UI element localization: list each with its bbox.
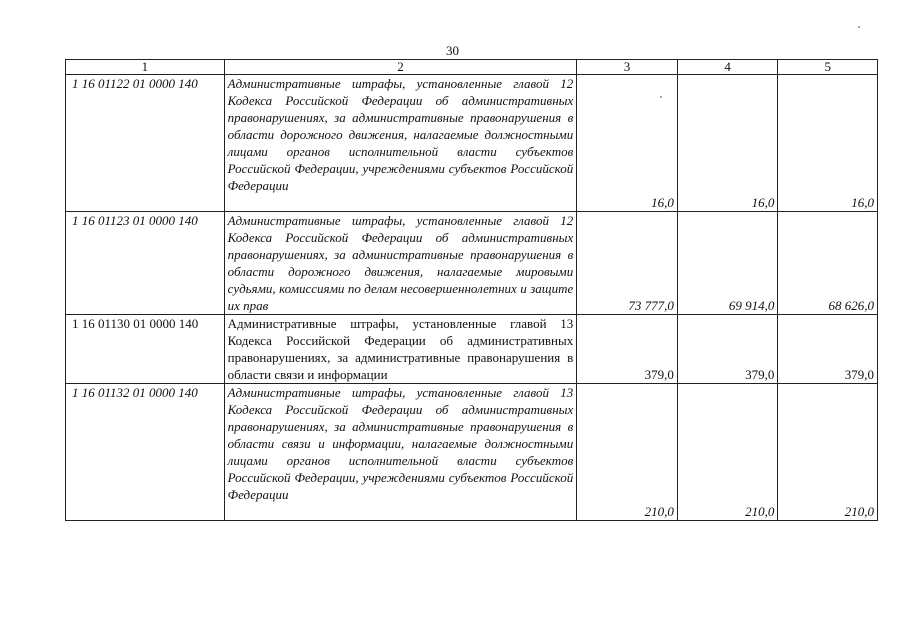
row-value-4: 210,0: [677, 384, 778, 521]
scan-speck: [660, 96, 662, 98]
row-description: Административные штрафы, установленные главой 12 Кодекса Российской Федерации об административных правонарушениях, за административные правонарушения в области дорожного движения, налагаемые должностными лицами органов исполнительной власти субъектов Российской Федерации, учреждениями субъектов Российской Федерации: [224, 75, 577, 212]
table-row: [66, 315, 878, 384]
page-number: 30: [446, 43, 459, 58]
row-value-5: 210,0: [778, 384, 878, 521]
row-code: 1 16 01123 01 0000 140: [66, 212, 225, 315]
row-value-5: 68 626,0: [778, 212, 878, 315]
table-row: [66, 75, 878, 212]
row-value-5: 16,0: [778, 75, 878, 212]
row-value-4: 69 914,0: [677, 212, 778, 315]
table-row: [66, 384, 878, 521]
column-header-3: 3: [577, 60, 678, 75]
row-value-4: 379,0: [677, 315, 778, 384]
row-code: 1 16 01132 01 0000 140: [66, 384, 225, 521]
row-description: Административные штрафы, установленные главой 13 Кодекса Российской Федерации об административных правонарушениях, за административные правонарушения в области связи и информации, налагаемые должностными лицами органов исполнительной власти субъектов Российской Федерации, учреждениями субъектов Российской Федерации: [224, 384, 577, 521]
revenue-table: [65, 59, 878, 521]
column-header-4: 4: [677, 60, 778, 75]
row-value-3: 379,0: [577, 315, 678, 384]
row-value-3: 210,0: [577, 384, 678, 521]
row-value-5: 379,0: [778, 315, 878, 384]
scan-speck: [858, 26, 860, 28]
column-header-1: 1: [66, 60, 225, 75]
row-value-3: 16,0: [577, 75, 678, 212]
row-code: 1 16 01130 01 0000 140: [66, 315, 225, 384]
row-description: Административные штрафы, установленные главой 13 Кодекса Российской Федерации об административных правонарушениях, за административные правонарушения в области связи и информации: [224, 315, 577, 384]
column-header-2: 2: [224, 60, 577, 75]
column-header-5: 5: [778, 60, 878, 75]
table-row: [66, 212, 878, 315]
header-row: [66, 60, 878, 75]
row-value-4: 16,0: [677, 75, 778, 212]
row-description: Административные штрафы, установленные главой 12 Кодекса Российской Федерации об административных правонарушениях, за административные правонарушения в области дорожного движения, налагаемые мировыми судьями, комиссиями по делам несовершеннолетних и защите их прав: [224, 212, 577, 315]
row-code: 1 16 01122 01 0000 140: [66, 75, 225, 212]
row-value-3: 73 777,0: [577, 212, 678, 315]
